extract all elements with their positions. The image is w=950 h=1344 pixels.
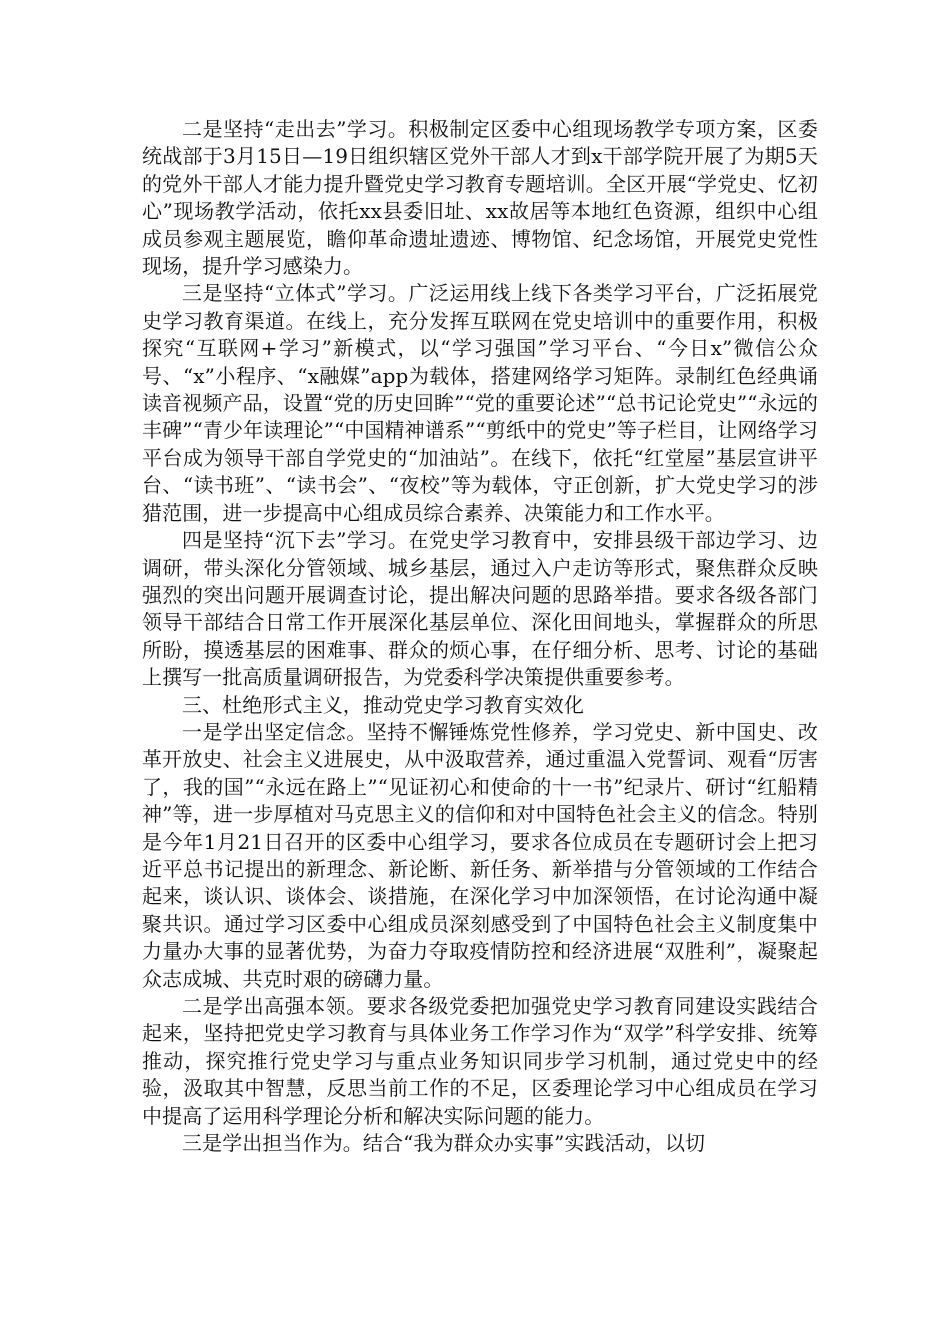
section-heading-3: 三、杜绝形式主义，推动党史学习教育实效化 [182,692,584,717]
paragraph-responsibility: 三是学出担当作为。结合“我为群众办实事”实践活动，以切 [182,1131,706,1156]
paragraph-strong-skills: 二是学出高强本领。要求各级党委把加强党史学习教育同建设实践结合起来，坚持把党史学习教育与具体业务工作学习作为“双学”科学安排、统筹推动，探究推行党史学习与重点业务知识同步学习机制，通过党史中的经验，汲取其中智慧，反思当前工作的不足，区委理论学习中心组成员在学习中提高了运用科学理论分析和解决实际问题的能力。 [142,994,818,1128]
paragraph-3d-learning: 三是坚持“立体式”学习。广泛运用线上线下各类学习平台，广泛拓展党史学习教育渠道。在线上，充分发挥互联网在党史培训中的重要作用，积极探究“互联网+学习”新模式，以“学习强国”学习平台、“今日x”微信公众号、“x”小程序、“x融媒”app为载体，搭建网络学习矩阵。录制红色经典诵读音视频产品，设置“党的历史回眸”“党的重要论述”“总书记论党史”“永远的丰碑”“青少年读理论”“中国精神谱系”“剪纸中的党史”等子栏目，让网络学习平台成为领导干部自学党史的“加油站”。在线下，依托“红堂屋”基层宣讲平台、“读书班”、“读书会”、“夜校”等为载体，守正创新，扩大党史学习的涉猎范围，进一步提高中心组成员综合素养、决策能力和工作水平。 [142,281,818,525]
paragraph-sink-down-learning: 四是坚持“沉下去”学习。在党史学习教育中，安排县级干部边学习、边调研，带头深化分管领域、城乡基层，通过入户走访等形式，聚焦群众反映强烈的突出问题开展调查讨论，提出解决问题的思路举措。要求各级各部门领导干部结合日常工作开展深化基层单位、深化田间地头，掌握群众的所思所盼，摸透基层的困难事、群众的烦心事，在仔细分析、思考、讨论的基础上撰写一批高质量调研报告，为党委科学决策提供重要参考。 [142,528,818,690]
document-page [142,116,818,1157]
paragraph-go-out-learning: 二是坚持“走出去”学习。积极制定区委中心组现场教学专项方案，区委统战部于3月15日—19日组织辖区党外干部人才到x干部学院开展了为期5天的党外干部人才能力提升暨党史学习教育专题培训。全区开展“学党史、忆初心”现场教学活动，依托xx县委旧址、xx故居等本地红色资源，组织中心组成员参观主题展览，瞻仰革命遗址遗迹、博物馆、纪念场馆，开展党史党性现场，提升学习感染力。 [142,117,818,279]
paragraph-firm-belief: 一是学出坚定信念。坚持不懈锤炼党性修养，学习党史、新中国史、改革开放史、社会主义进展史，从中汲取营养，通过重温入党誓词、观看“厉害了，我的国”“永远在路上”“见证初心和使命的十一书”纪录片、研讨“红船精神”等，进一步厚植对马克思主义的信仰和对中国特色社会主义的信念。特别是今年1月21日召开的区委中心组学习，要求各位成员在专题研讨会上把习近平总书记提出的新理念、新论断、新任务、新举措与分管领域的工作结合起来，谈认识、谈体会、谈措施，在深化学习中加深领悟，在讨论沟通中凝聚共识。通过学习区委中心组成员深刻感受到了中国特色社会主义制度集中力量办大事的显著优势，为奋力夺取疫情防控和经济进展“双胜利”，凝聚起众志成城、共克时艰的磅礴力量。 [142,719,818,991]
